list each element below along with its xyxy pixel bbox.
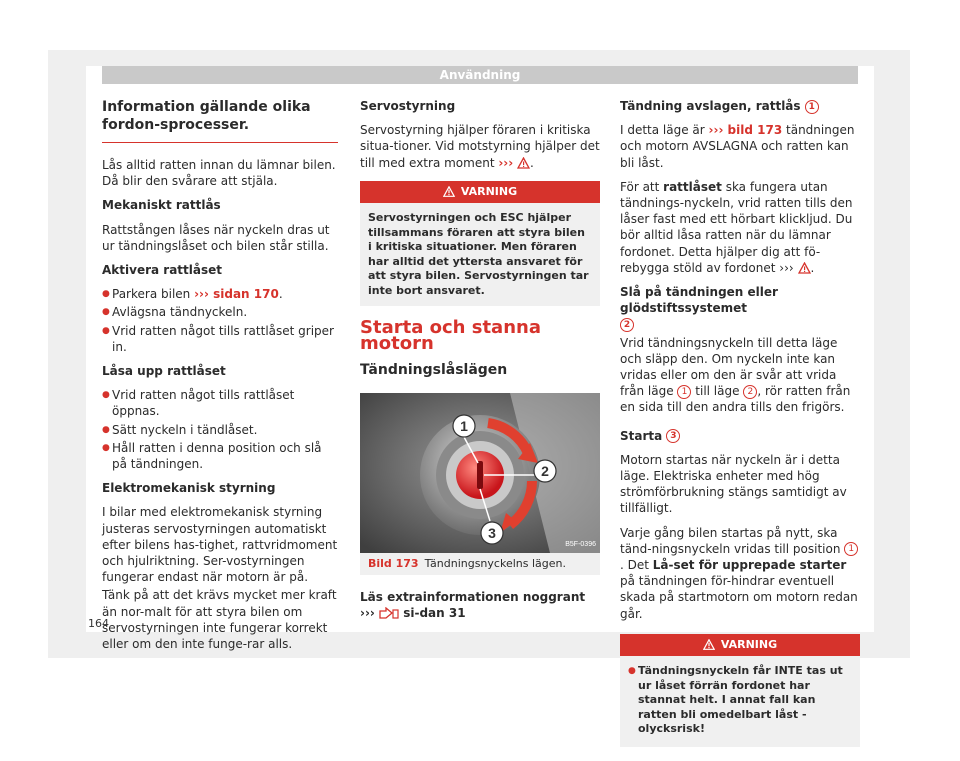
elec-title: Elektromekanisk styrning — [102, 481, 276, 496]
column-right — [620, 98, 860, 761]
figure-link[interactable]: ››› bild 173 — [708, 123, 783, 138]
warning-label: VARNING — [720, 637, 778, 651]
warning-body — [620, 656, 860, 747]
off-text-2: För att rattlåset ska fungera utan tändnings-nyckeln, vrid ratten tills den låser fast med ett hörbart klickljud. Du bör alltid låsa ratten när du lämnar fordonet. Detta hjälper dig att fö-rebygga stöld av fordonet ››› . — [620, 179, 853, 275]
position-badge: 1 — [677, 385, 691, 399]
warning-triangle-icon — [798, 262, 811, 274]
column-middle — [360, 98, 600, 629]
figure-caption — [360, 553, 600, 575]
position-label-1: 1 — [460, 417, 468, 434]
off-text-1: I detta läge är ››› bild 173 tändningen och motorn AVSLAGNA och ratten kan bli låst. — [620, 123, 855, 170]
sub-title: Tändningslåslägen — [360, 362, 508, 379]
list-item: ● Vrid ratten något tills rattlåset griper in. — [102, 323, 338, 355]
servo-text: Servostyrning hjälper föraren i kritiska situa-tioner. Vid motstyrning hjälper det till med extra moment ››› . — [360, 123, 600, 170]
warning-header — [360, 181, 600, 203]
mech-title: Mekaniskt rattlås — [102, 198, 221, 213]
caption-text: Tändningsnyckelns lägen. — [424, 556, 566, 570]
position-badge: 1 — [805, 100, 819, 114]
list-item: ● Parkera bilen ››› sidan 170. — [102, 286, 338, 302]
elec-text-2: Tänk på att det krävs mycket mer kraft än nor-malt för att styra bilen om servostyrningen inte fungerar korrekt eller om den inte funge-rar alls. — [102, 588, 337, 652]
off-title: Tändning avslagen, rattlås 1 — [620, 98, 860, 114]
warning-triangle-icon — [703, 639, 715, 650]
elec-text-1: I bilar med elektromekanisk styrning justeras servostyrningen automatiskt efter bilens has-tighet, rattvridmoment och hjulriktning. Ser-vostyrningen fungerar endast när motorn är på. — [102, 505, 338, 585]
activate-list — [102, 286, 338, 355]
position-badge: 2 — [620, 318, 634, 332]
position-label-2: 2 — [541, 462, 549, 479]
figure-code: B5F-0396 — [565, 540, 596, 548]
warning-text: Servostyrningen och ESC hjälper tillsammans föraren att styra bilen i kritiska situationer. Men föraren har alltid det yttersta ansvaret för att styra bilen. Servostyrningen tar inte bort ansvaret. — [368, 211, 589, 297]
intro-text: Lås alltid ratten innan du lämnar bilen. Då blir den svårare att stjäla. — [102, 158, 336, 189]
position-label-3: 3 — [488, 524, 496, 541]
position-badge: 2 — [743, 385, 757, 399]
info-title: Information gällande olika fordon-sprocesser. — [102, 98, 338, 143]
warning-triangle-icon — [517, 157, 530, 169]
warning-list — [628, 664, 852, 737]
warning-box — [620, 634, 860, 747]
position-badge: 1 — [844, 542, 858, 556]
start-text-1: Motorn startas när nyckeln är i detta läge. Elektriska enheter med hög strömförbrukning stängs samtidigt av tillfälligt. — [620, 452, 847, 516]
list-item: ● Sätt nyckeln i tändlåset. — [102, 422, 338, 438]
start-text-2: Varje gång bilen startas på nytt, ska tänd-ningsnyckeln vridas till position 1. Det Lå-set för upprepade starter på tändningen för-hindrar eventuell skada på startmotorn om motorn redan går. — [620, 525, 858, 621]
book-reference-icon — [379, 607, 399, 619]
column-left — [102, 98, 338, 660]
mech-text: Rattstången låses när nyckeln dras ut ur tändningslåset och bilen står stilla. — [102, 222, 330, 253]
extra-info: Läs extrainformationen noggrant ››› si-dan 31 — [360, 589, 586, 620]
list-item: ● Håll ratten i denna position och slå på tändningen. — [102, 440, 338, 472]
warning-box — [360, 181, 600, 306]
list-item: ● Avlägsna tändnyckeln. — [102, 304, 338, 320]
on-title: Slå på tändningen eller glödstiftssystemet 2 — [620, 285, 778, 330]
start-title: Starta 3 — [620, 428, 860, 444]
warning-label: VARNING — [460, 184, 518, 198]
warning-header — [620, 634, 860, 656]
page-link[interactable]: ››› sidan 170 — [194, 287, 279, 302]
activate-title: Aktivera rattlåset — [102, 263, 222, 278]
ignition-lock-illustration — [360, 393, 600, 553]
unlock-title: Låsa upp rattlåset — [102, 364, 226, 379]
list-item: ● Vrid ratten något tills rattlåset öppnas. — [102, 387, 338, 419]
section-title: Starta och stanna motorn — [360, 317, 541, 355]
position-badge: 3 — [666, 429, 680, 443]
ignition-figure — [360, 393, 600, 553]
warning-triangle-icon — [443, 186, 455, 197]
unlock-list — [102, 387, 338, 472]
caption-label: Bild 173 — [368, 556, 419, 570]
warning-link[interactable]: ››› — [498, 155, 514, 170]
page-number: 164 — [88, 617, 109, 630]
servo-title: Servostyrning — [360, 99, 456, 113]
on-text: Vrid tändningsnyckeln till detta läge och släpp den. Om nyckeln inte kan vridas eller om den är svår att vrida från läge 1 till läge 2 , rör ratten från en sida till den andra tills den frigörs. — [620, 335, 851, 415]
warning-text: ● Tändningsnyckeln får INTE tas ut ur låset förrän fordonet har stannat helt. I annat fall kan ratten bli omedelbart låst - olycksrisk! — [628, 664, 852, 737]
section-header: Användning — [102, 66, 858, 84]
